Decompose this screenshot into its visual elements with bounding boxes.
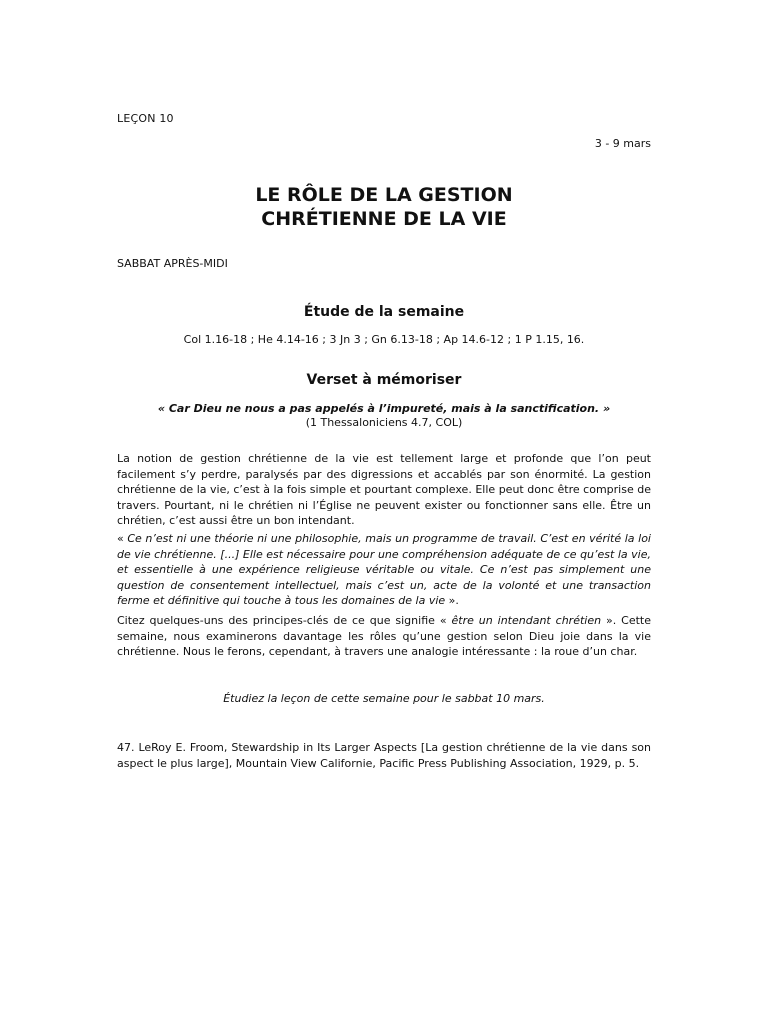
question-paragraph bbox=[117, 613, 651, 660]
title-line-2: CHRÉTIENNE DE LA VIE bbox=[261, 208, 507, 230]
day-label: SABBAT APRÈS-MIDI bbox=[117, 257, 228, 270]
study-heading: Étude de la semaine bbox=[303, 304, 465, 320]
quote-paragraph bbox=[117, 531, 651, 609]
question-text-end: ». Cette semaine, nous examinerons davantage les rôles qu’une gestion selon Dieu joie dans la vie chrétienne. Nous le ferons, cependant, à travers une analogie intéressante : la roue d’un char. bbox=[117, 614, 652, 658]
intro-paragraph: La notion de gestion chrétienne de la vie est tellement large et profonde que l’on peut facilement s’y perdre, paralysés par des digressions et accablés par son énormité. La gestion chrétienne de la vie, c’est à la fois simple et pourtant complexe. Elle peut donc être comprise de travers. Pourtant, ni le chrétien ni l’Église ne peuvent exister ou fonctionner sans elle. Être un chrétien, c’est aussi être un bon intendant. bbox=[117, 452, 651, 527]
memory-verse: « Car Dieu ne nous a pas appelés à l’impureté, mais à la sanctification. » bbox=[157, 402, 611, 415]
question-emphasis: être un intendant chrétien bbox=[451, 614, 602, 627]
memory-verse-source: (1 Thessaloniciens 4.7, COL) bbox=[305, 416, 463, 429]
document-page bbox=[117, 0, 651, 1024]
bible-references: Col 1.16-18 ; He 4.14-16 ; 3 Jn 3 ; Gn 6.13-18 ; Ap 14.6-12 ; 1 P 1.15, 16. bbox=[183, 333, 585, 346]
memory-verse-heading: Verset à mémoriser bbox=[306, 372, 462, 388]
quote-text: Ce n’est ni une théorie ni une philosophie, mais un programme de travail. C’est en vérité la loi de vie chrétienne. [...] Elle est nécessaire pour une compréhension adéquate de ce qu’est la vie, et essentielle à une expérience religieuse véritable ou vitale. Ce n’est pas simplement une question de consentement intellectuel, mais c’est un, acte de la volonté et une transaction ferme et définitive qui touche à tous les domaines de la vie bbox=[117, 532, 651, 607]
study-note: Étudiez la leçon de cette semaine pour le sabbat 10 mars. bbox=[223, 692, 545, 705]
page-title bbox=[117, 183, 651, 231]
question-text-start: Citez quelques-uns des principes-clés de ce que signifie « bbox=[117, 614, 452, 627]
title-line-1: LE RÔLE DE LA GESTION bbox=[255, 184, 513, 206]
footnote: 47. LeRoy E. Froom, Stewardship in Its Larger Aspects [La gestion chrétienne de la vie dans son aspect le plus large], Mountain View Californie, Pacific Press Publishing Association, 1929, p. 5. bbox=[117, 741, 651, 770]
lesson-label: LEÇON 10 bbox=[117, 112, 174, 125]
quote-close-mark: ». bbox=[445, 594, 459, 607]
quote-open-mark: « bbox=[117, 532, 128, 545]
date-range: 3 - 9 mars bbox=[594, 137, 651, 150]
